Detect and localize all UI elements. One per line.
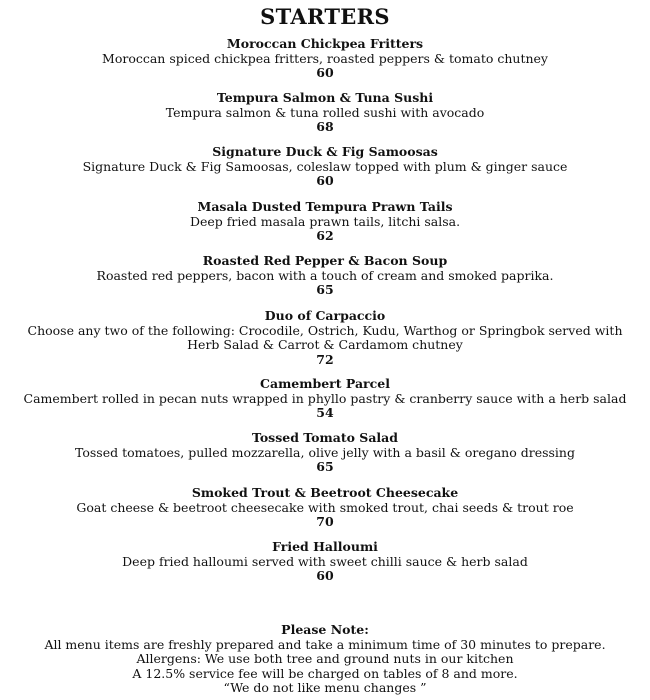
item-name: Roasted Red Pepper & Bacon Soup <box>202 253 448 268</box>
item-description: Choose any two of the following: Crocodile, Ostrich, Kudu, Warthog or Springbok served with <box>27 322 623 338</box>
menu-item-duck-fig-samoosas <box>0 145 650 189</box>
menu-item-fried-halloumi <box>0 540 650 584</box>
item-name: Tempura Salmon & Tuna Sushi <box>216 90 434 105</box>
item-description: Deep fried masala prawn tails, litchi salsa. <box>189 213 461 229</box>
note-line-service-fee: A 12.5% service fee will be charged on tables of 8 and more. <box>132 665 518 681</box>
note-line-preparation: All menu items are freshly prepared and take a minimum time of 30 minutes to prepare. <box>44 636 606 652</box>
menu-item-tossed-tomato-salad <box>0 431 650 475</box>
item-description: Tossed tomatoes, pulled mozzarella, olive jelly with a basil & oregano dressing <box>75 444 575 460</box>
item-description: Herb Salad & Carrot & Cardamom chutney <box>187 337 463 353</box>
item-price: 60 <box>316 568 334 584</box>
item-price: 60 <box>316 65 334 81</box>
item-name: Fried Halloumi <box>272 539 378 554</box>
note-line-allergens: Allergens: We use both tree and ground nuts in our kitchen <box>136 651 514 667</box>
item-name: Smoked Trout & Beetroot Cheesecake <box>191 485 459 500</box>
item-description: Tempura salmon & tuna rolled sushi with avocado <box>165 104 485 120</box>
item-price: 65 <box>316 459 334 475</box>
item-description: Deep fried halloumi served with sweet chilli sauce & herb salad <box>122 553 528 569</box>
menu-item-red-pepper-bacon-soup <box>0 254 650 298</box>
menu-item-moroccan-chickpea-fritters <box>0 37 650 81</box>
menu-item-duo-of-carpaccio <box>0 309 650 367</box>
please-note-section <box>0 623 650 696</box>
item-price: 65 <box>316 282 334 298</box>
item-description: Signature Duck & Fig Samoosas, coleslaw topped with plum & ginger sauce <box>82 158 568 174</box>
item-description: Roasted red peppers, bacon with a touch of cream and smoked paprika. <box>96 267 554 283</box>
item-price: 70 <box>316 514 334 530</box>
item-name: Camembert Parcel <box>260 376 390 391</box>
item-name: Signature Duck & Fig Samoosas <box>212 144 438 159</box>
item-description: Camembert rolled in pecan nuts wrapped in phyllo pastry & cranberry sauce with a herb salad <box>23 390 627 406</box>
item-name: Tossed Tomato Salad <box>251 430 399 445</box>
item-price: 54 <box>316 405 334 421</box>
item-price: 60 <box>316 173 334 189</box>
item-description: Goat cheese & beetroot cheesecake with smoked trout, chai seeds & trout roe <box>76 499 574 515</box>
item-name: Masala Dusted Tempura Prawn Tails <box>197 199 453 214</box>
note-line-menu-changes: “We do not like menu changes ” <box>223 680 427 696</box>
page-title: STARTERS <box>260 4 390 29</box>
menu-item-masala-prawn-tails <box>0 200 650 244</box>
menu-item-trout-beetroot-cheesecake <box>0 486 650 530</box>
item-name: Moroccan Chickpea Fritters <box>226 36 424 51</box>
item-name: Duo of Carpaccio <box>264 308 386 323</box>
menu-item-tempura-salmon-tuna-sushi <box>0 91 650 135</box>
item-description: Moroccan spiced chickpea fritters, roasted peppers & tomato chutney <box>102 50 548 66</box>
menu-item-camembert-parcel <box>0 377 650 421</box>
notes-title: Please Note: <box>281 622 369 637</box>
item-price: 68 <box>316 119 334 135</box>
item-price: 62 <box>316 228 334 244</box>
item-price: 72 <box>316 351 334 367</box>
